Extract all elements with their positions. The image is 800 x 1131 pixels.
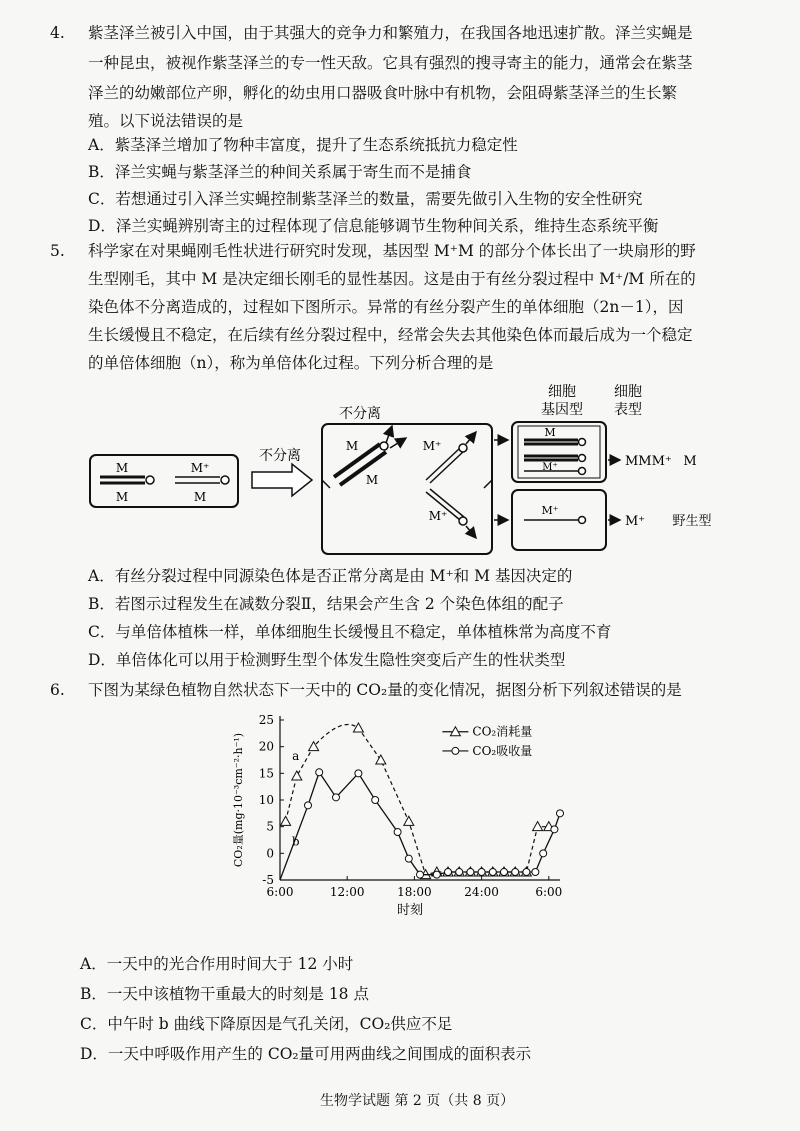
- curve-label-b: b: [291, 834, 300, 849]
- question-4-number: 4.: [50, 24, 65, 42]
- series-absorption-point: [489, 869, 496, 876]
- question-6-number: 6.: [50, 681, 65, 699]
- question-5-line-4: 生长缓慢且不稳定，在后续有丝分裂过程中，经常会失去其他染色体而最后成为一个稳定: [88, 326, 693, 344]
- question-6-option-d: D．一天中呼吸作用产生的 CO₂量可用两曲线之间围成的面积表示: [80, 1045, 532, 1063]
- header-genotype-2: 基因型: [541, 402, 583, 418]
- daughter-top-gene-mplus: M⁺: [542, 462, 558, 473]
- x-tick-label: 12:00: [329, 885, 365, 899]
- series-absorption-point: [394, 829, 401, 836]
- daughter-top-gene-m-1: M: [544, 426, 556, 439]
- nondisjunction-arrow-label: 不分离: [259, 448, 301, 464]
- series-absorption-point: [456, 869, 463, 876]
- daughter-cell-top: [512, 422, 606, 482]
- parent-gene-m-label: M: [115, 461, 129, 475]
- question-4-line-4: 殖。以下说法错误的是: [88, 112, 244, 130]
- dividing-gene-m-top: M: [345, 439, 359, 453]
- series-absorption-point: [532, 869, 539, 876]
- x-tick-label: 24:00: [464, 885, 499, 899]
- question-6-option-c: C．中午时 b 曲线下降原因是气孔关闭，CO₂供应不足: [80, 1015, 453, 1033]
- question-5-line-3: 染色体不分离造成的，过程如下图所示。异常的有丝分裂产生的单体细胞（2n－1），因: [88, 298, 684, 316]
- series-absorption-point: [551, 826, 558, 833]
- daughter-bottom-centromere: [579, 517, 586, 524]
- y-tick-label: 15: [258, 766, 274, 781]
- question-4-line-1: 紫茎泽兰被引入中国，由于其强大的竞争力和繁殖力，在我国各地迅速扩散。泽兰实蝇是: [88, 24, 693, 42]
- parent-gene-m-label-3: M: [193, 490, 207, 504]
- page-footer: 生物学试题 第 2 页（共 8 页）: [320, 1093, 515, 1109]
- series-absorption-point: [523, 869, 530, 876]
- daughter-top-centromere-2: [579, 455, 586, 462]
- question-5-line-1: 科学家在对果蝇刚毛性状进行研究时发现，基因型 M⁺M 的部分个体长出了一块扇形的野: [88, 242, 696, 260]
- y-tick-label: 0: [266, 846, 274, 861]
- series-absorption-point: [316, 769, 323, 776]
- series-absorption-point: [417, 871, 424, 878]
- series-absorption-point: [433, 871, 440, 878]
- nondisjunction-diagram: [80, 380, 740, 560]
- separated-arrow-up: [466, 432, 476, 444]
- legend-absorption-label: CO₂吸收量: [472, 743, 533, 758]
- y-tick-label: 20: [258, 739, 274, 754]
- question-5-line-2: 生型刚毛，其中 M 是决定细长刚毛的显性基因。这是由于有丝分裂过程中 M⁺/M 所在的: [88, 270, 696, 288]
- series-absorption-point: [405, 855, 412, 862]
- series-absorption-point: [372, 797, 379, 804]
- series-absorption-point: [501, 869, 508, 876]
- parent-centromere-1: [146, 476, 154, 484]
- dividing-cell-notch: [322, 480, 330, 488]
- separated-chromatid-up-2: [430, 451, 464, 483]
- series-absorption-point: [540, 850, 547, 857]
- series-absorption-point: [305, 802, 312, 809]
- parent-cell: [90, 455, 238, 507]
- question-4-option-a: A．紫茎泽兰增加了物种丰富度，提升了生态系统抵抗力稳定性: [88, 136, 518, 154]
- nondisjoined-arrow-1: [386, 426, 392, 443]
- series-consumption-point: [404, 816, 414, 825]
- question-5-option-c: C．与单倍体植株一样，单体细胞生长缓慢且不稳定，单体植株常为高度不育: [88, 623, 612, 641]
- question-4-line-3: 泽兰的幼嫩部位产卵，孵化的幼虫用口器吸食叶脉中有机物，会阻碍紫茎泽兰的生长繁: [88, 84, 678, 102]
- series-consumption-point: [533, 822, 543, 831]
- y-axis-label: CO₂量(mg·10⁻³cm⁻²·h⁻¹): [232, 732, 245, 868]
- series-absorption-point: [512, 869, 519, 876]
- separated-arrow-down: [466, 526, 476, 538]
- question-4-option-b: B．泽兰实蝇与紫茎泽兰的种间关系属于寄生而不是捕食: [88, 163, 472, 181]
- question-6-option-b: B．一天中该植物干重最大的时刻是 18 点: [80, 985, 369, 1003]
- co2-chart: [220, 708, 600, 948]
- series-absorption-line: [280, 772, 560, 880]
- parent-gene-m-label-2: M: [115, 490, 129, 504]
- dividing-gene-mplus-top: M⁺: [422, 439, 442, 453]
- daughter-cell-top-inner: [518, 426, 600, 478]
- question-4-line-2: 一种昆虫，被视作紫茎泽兰的专一性天敌。它具有强烈的搜寻寄主的能力，通常会在紫茎: [88, 54, 693, 72]
- nondisjoined-arrow-2: [390, 438, 406, 448]
- legend-consumption-label: CO₂消耗量: [472, 724, 533, 739]
- separated-centromere-up: [459, 444, 467, 452]
- result-bottom-phenotype: 野生型: [672, 514, 712, 529]
- y-tick-label: 25: [258, 713, 274, 727]
- question-5-option-b: B．若图示过程发生在减数分裂Ⅱ，结果会产生含 2 个染色体组的配子: [88, 595, 564, 613]
- y-tick-label: -5: [262, 873, 274, 887]
- series-consumption-point: [376, 755, 386, 764]
- question-5-number: 5.: [50, 242, 65, 260]
- header-phenotype-1: 细胞: [614, 384, 642, 400]
- process-arrow: [252, 464, 312, 496]
- x-tick-label: 6:00: [535, 885, 563, 899]
- question-5-option-a: A．有丝分裂过程中同源染色体是否正常分离是由 M⁺和 M 基因决定的: [88, 567, 573, 585]
- question-4-option-d: D．泽兰实蝇辨别寄主的过程体现了信息能够调节生物种间关系，维持生态系统平衡: [88, 217, 659, 235]
- legend-absorption-marker: [452, 747, 459, 754]
- curve-label-a: a: [292, 749, 300, 763]
- parent-gene-mplus-label: M⁺: [190, 461, 210, 475]
- series-absorption-point: [333, 794, 340, 801]
- header-phenotype-2: 表型: [614, 402, 642, 418]
- series-absorption-point: [467, 869, 474, 876]
- daughter-top-centromere-3: [579, 468, 586, 475]
- series-consumption-point: [292, 771, 302, 780]
- daughter-bottom-gene-mplus: M⁺: [541, 504, 559, 517]
- nondisjunction-top-label: 不分离: [339, 406, 381, 422]
- question-6-stem: 下图为某绿色植物自然状态下一天中的 CO₂量的变化情况，据图分析下列叙述错误的是: [88, 681, 682, 699]
- question-5-line-5: 的单倍体细胞（n），称为单倍体化过程。下列分析合理的是: [88, 354, 494, 372]
- dividing-gene-mplus-bottom: M⁺: [428, 509, 448, 523]
- question-4-option-c: C．若想通过引入泽兰实蝇控制紫茎泽兰的数量，需要先做引入生物的安全性研究: [88, 190, 643, 208]
- result-top-phenotype: M: [683, 454, 697, 469]
- x-tick-label: 6:00: [266, 885, 294, 899]
- parent-centromere-2: [221, 476, 229, 484]
- question-6-option-a: A．一天中的光合作用时间大于 12 小时: [80, 955, 354, 973]
- nondisjoined-centromere: [380, 442, 388, 450]
- dividing-cell-notch-2: [484, 480, 492, 488]
- daughter-top-centromere-1: [579, 439, 586, 446]
- series-consumption-point: [281, 816, 291, 825]
- series-absorption-point: [478, 869, 485, 876]
- x-axis-label: 时刻: [396, 903, 424, 918]
- series-absorption-point: [355, 770, 362, 777]
- series-absorption-point: [445, 869, 452, 876]
- series-consumption-point: [353, 723, 363, 732]
- result-bottom-genotype: M⁺: [625, 514, 646, 529]
- separated-centromere-down: [459, 517, 467, 525]
- question-5-option-d: D．单倍体化可以用于检测野生型个体发生隐性突变后产生的性状类型: [88, 651, 566, 669]
- y-tick-label: 10: [258, 793, 274, 807]
- header-genotype-1: 细胞: [548, 384, 576, 400]
- dividing-gene-m-bottom: M: [365, 473, 379, 487]
- y-tick-label: 5: [266, 819, 274, 834]
- result-top-genotype: MMM⁺: [625, 454, 672, 469]
- series-absorption-point: [557, 810, 564, 817]
- x-tick-label: 18:00: [397, 885, 432, 899]
